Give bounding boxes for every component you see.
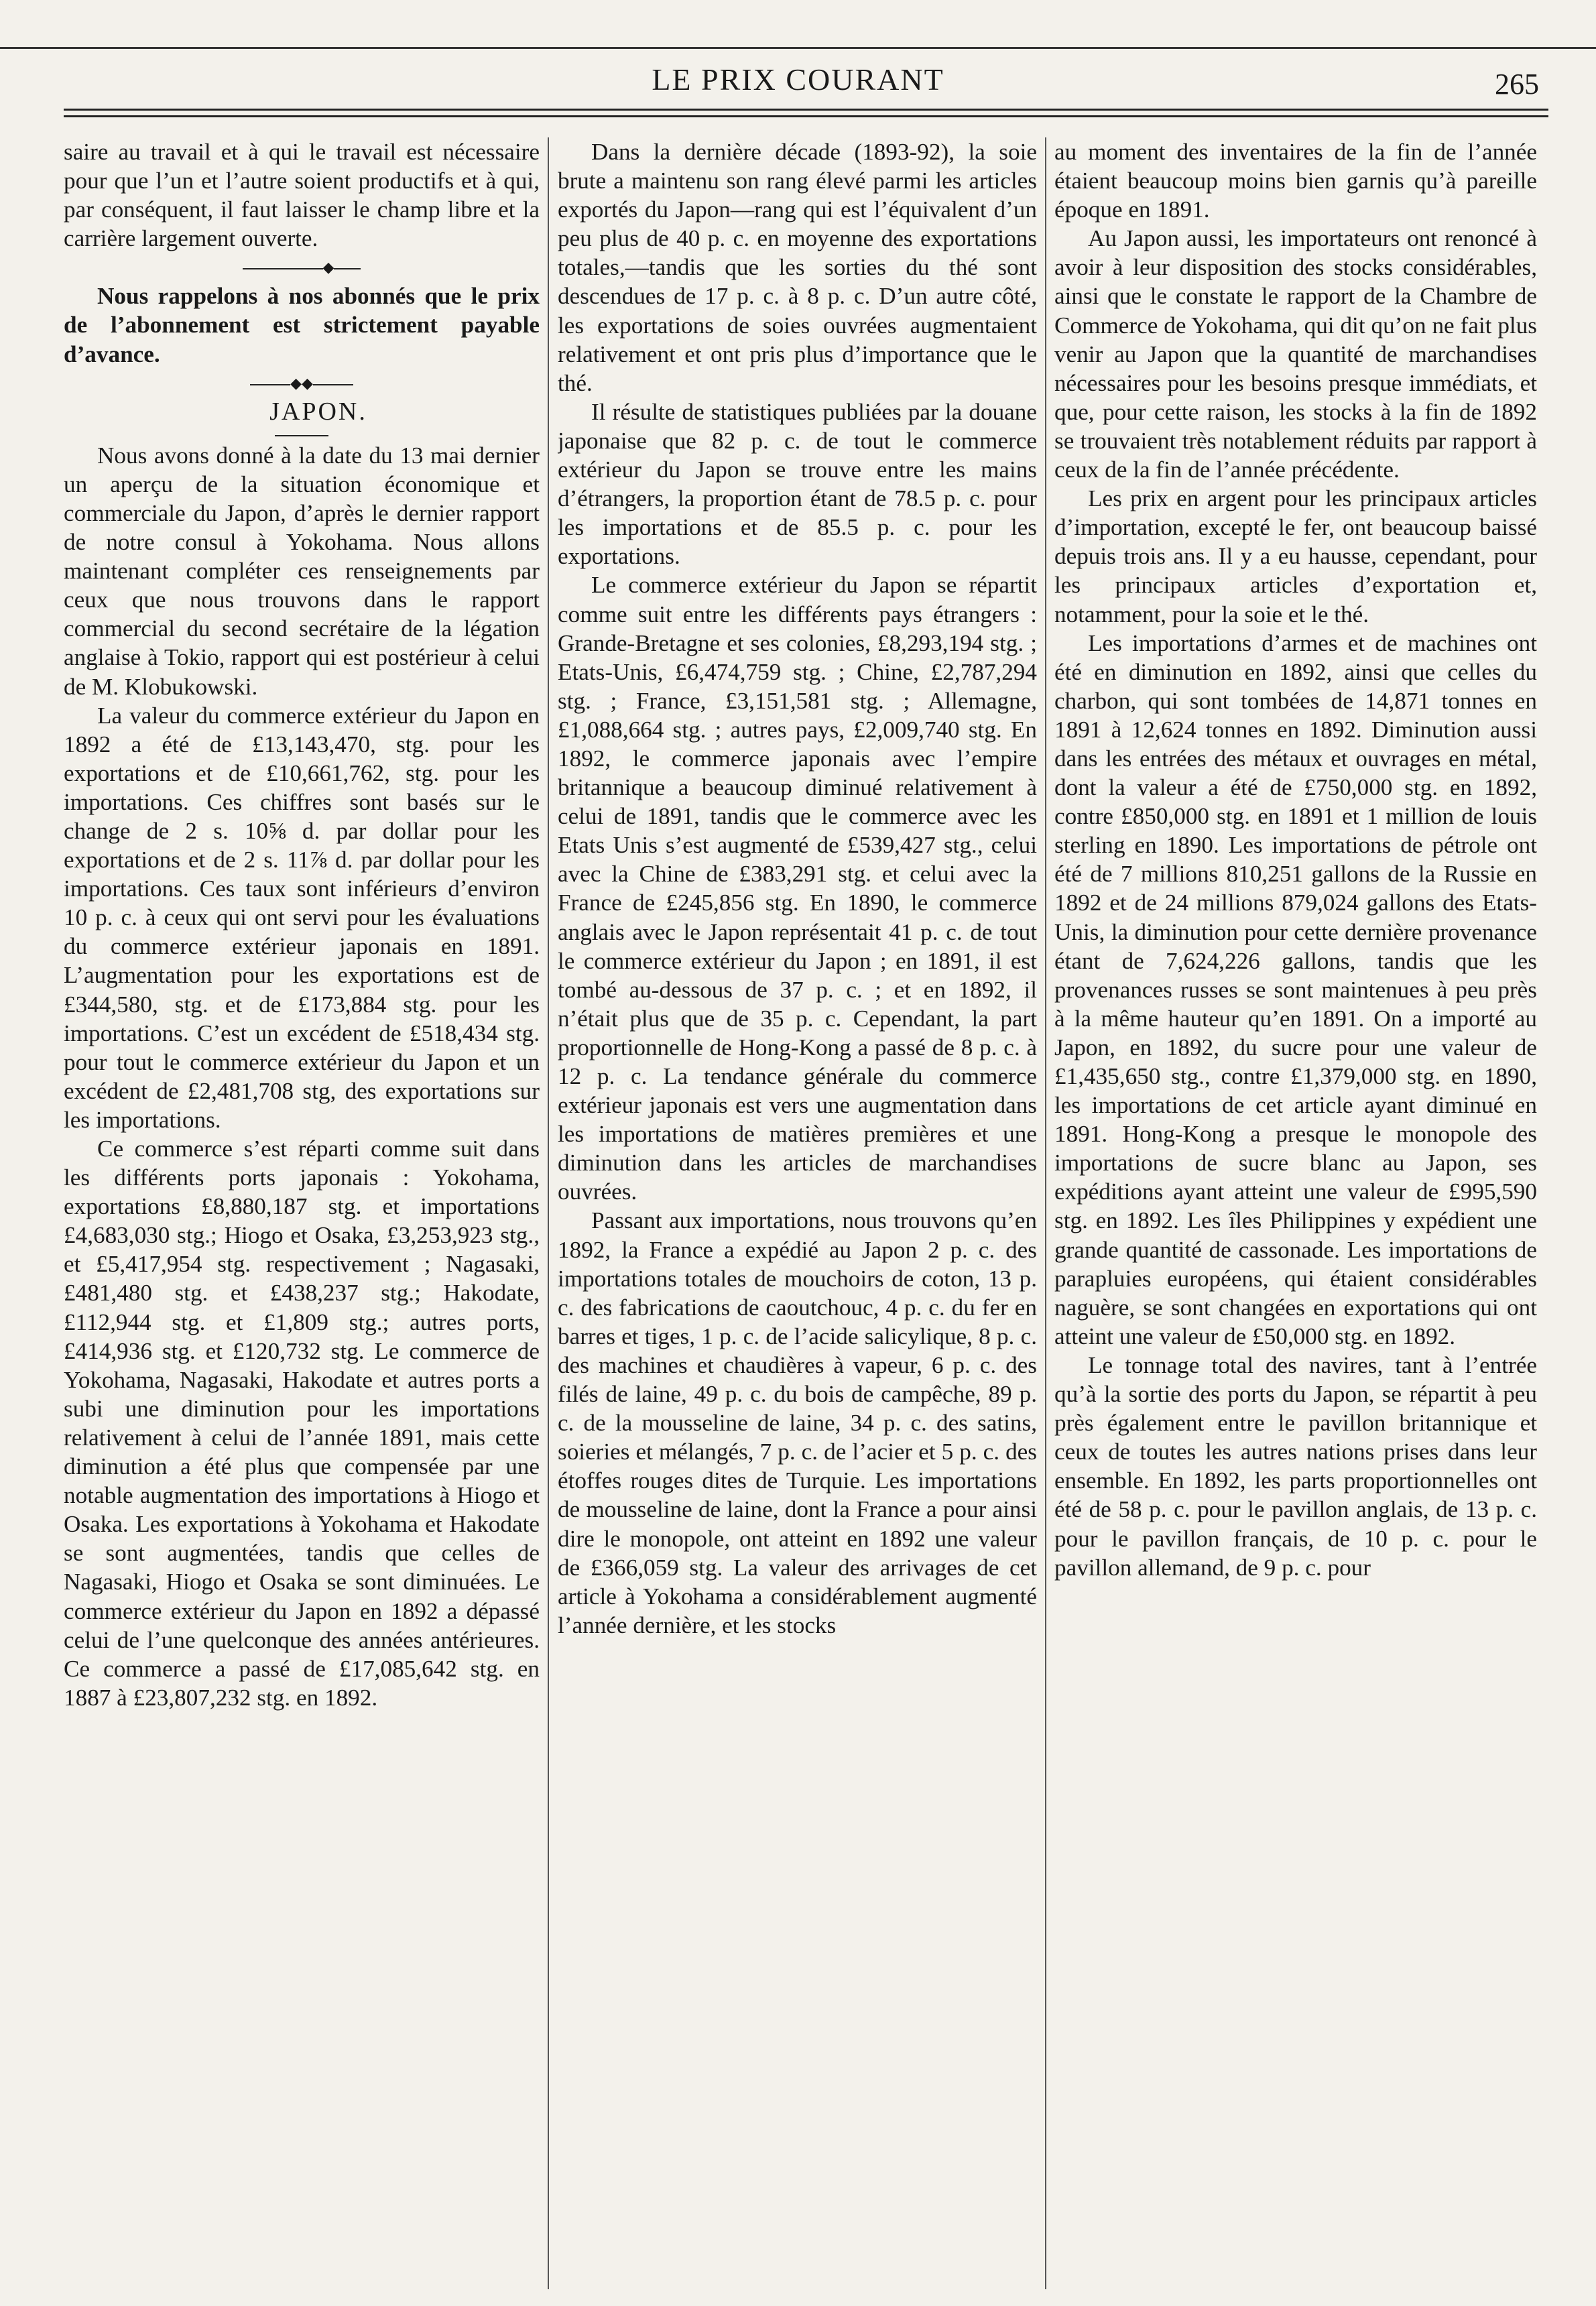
ornament-divider: ◆◆ — [64, 369, 540, 398]
column-right — [1054, 137, 1537, 2283]
paragraph: Le commerce extérieur du Japon se répartit comme suit entre les différents pays étrangers : Grande-Bretagne et ses colonies, £8,293,194 stg. ; Etats-Unis, £6,474,759 stg. ; Chine, £2,787,294 stg. ; France, £3,151,581 stg. ; Allemagne, £1,088,664 stg. ; autres pays, £2,009,740 stg. En 1892, le commerce japonais avec l’empire britannique a beaucoup diminué relativement à celui de 1891, tandis que le commerce avec les Etats Unis s’est augmenté de £539,427 stg., celui avec la Chine de £383,291 stg. et celui avec la France de £245,856 stg. En 1890, le commerce anglais avec le Japon représentait 41 p. c. de tout le commerce extérieur du Japon ; en 1891, il est tombé au-dessous de 37 p. c. ; et en 1892, il n’était plus que de 35 p. c. Cependant, la part proportionnelle de Hong-Kong a passé de 8 p. c. à 12 p. c. La tendance générale du commerce extérieur japonais est vers une augmentation dans les importations de matières premières et une diminution dans les articles de marchandises ouvrées. — [558, 572, 1037, 1205]
column-separator-left — [548, 137, 549, 2289]
header-rule-upper — [64, 109, 1548, 111]
column-middle — [558, 137, 1037, 2283]
paragraph-continuation: saire au travail et à qui le travail est nécessaire pour que l’un et l’autre soient productifs et à qui, par conséquent, il faut laisser le champ libre et la carrière largement ouverte. — [64, 139, 540, 252]
paragraph: Nous avons donné à la date du 13 mai dernier un aperçu de la situation économique et commerciale du Japon, d’après le dernier rapport de notre consul à Yokohama. Nous allons maintenant compléter ces renseignements par ceux que nous trouvons dans le rapport commercial du second secrétaire de la légation anglaise à Tokio, rapport qui est postérieur à celui de M. Klobukowski. — [64, 442, 540, 700]
paragraph: Il résulte de statistiques publiées par la douane japonaise que 82 p. c. de tout le commerce extérieur du Japon se trouve entre les mains d’étrangers, la proportion étant de 78.5 p. c. pour les importations et de 85.5 p. c. pour les exportations. — [558, 398, 1037, 570]
paragraph-continuation: au moment des inventaires de la fin de l’année étaient beaucoup moins bien garnis qu’à pareille époque en 1891. — [1054, 139, 1537, 223]
column-left — [64, 137, 540, 2283]
top-edge-rule — [0, 47, 1596, 49]
column-separator-right — [1045, 137, 1046, 2289]
ornament-divider: ◆ — [64, 253, 540, 282]
running-title: LE PRIX COURANT — [652, 62, 944, 97]
header-rule-lower — [64, 115, 1548, 117]
section-title: JAPON. — [269, 397, 367, 426]
paragraph: Les prix en argent pour les principaux articles d’importation, excepté le fer, ont beaucoup baissé depuis trois ans. Il y a eu hausse, cependant, pour les principaux articles d’exportation et, notamment, pour la soie et le thé. — [1054, 485, 1537, 627]
subscription-notice: Nous rappelons à nos abonnés que le prix de l’abonnement est strictement payable d’avance. — [64, 283, 540, 367]
title-underline — [64, 426, 540, 441]
paragraph: La valeur du commerce extérieur du Japon en 1892 a été de £13,143,470, stg. pour les exportations et de £10,661,762, stg. pour les importations. Ces chiffres sont basés sur le change de 2 s. 10⅝ d. par dollar pour les exportations et de 2 s. 11⅞ d. par dollar pour les importations. Ces taux sont inférieurs d’environ 10 p. c. à ceux qui ont servi pour les évaluations du commerce extérieur japonais en 1891. L’augmentation pour les exportations est de £344,580, stg. et de £173,884 stg. pour les importations. C’est un excédent de £518,434 stg. pour tout le commerce extérieur du Japon et un excédent de £2,481,708 stg, des exportations sur les importations. — [64, 702, 540, 1133]
paragraph: Le tonnage total des navires, tant à l’entrée qu’à la sortie des ports du Japon, se répartit à peu près également entre le pavillon britannique et ceux de toutes les autres nations prises dans leur ensemble. En 1892, les parts proportionnelles ont été de 58 p. c. pour le pavillon anglais, de 13 p. c. pour le pavillon français, de 10 p. c. pour le pavillon allemand, de 9 p. c. pour — [1054, 1351, 1537, 1581]
paragraph: Les importations d’armes et de machines ont été en diminution en 1892, ainsi que celles du charbon, qui sont tombées de 14,871 tonnes en 1891 à 12,624 tonnes en 1892. Diminution aussi dans les entrées des métaux et ouvrages en métal, dont la valeur a été de £750,000 stg. en 1892, contre £850,000 stg. en 1891 et 1 million de louis sterling en 1890. Les importations de pétrole ont été de 7 millions 810,251 gallons de la Russie en 1892 et de 24 millions 879,024 gallons des Etats-Unis, la diminution pour cette dernière provenance étant de 7,624,226 gallons, tandis que les provenances russes se sont maintenues à peu près à la même hauteur qu’en 1891. On a importé au Japon, en 1892, du sucre pour une valeur de £1,435,650 stg., contre £1,379,000 stg. en 1890, les importations de cet article ayant diminué en 1891. Hong-Kong a presque le monopole des importations de sucre blanc au Japon, ses expéditions ayant atteint une valeur de £995,590 stg. en 1892. Les îles Philippines y expédient une grande quantité de cassonade. Les importations de parapluies européens, qui étaient considérables naguère, se sont changées en exportations qui ont atteint une valeur de £50,000 stg. en 1892. — [1054, 629, 1537, 1349]
paragraph: Au Japon aussi, les importateurs ont renoncé à avoir à leur disposition des stocks considérables, ainsi que le constate le rapport de la Chambre de Commerce de Yokohama, qui dit qu’on ne fait plus venir au Japon que la quantité de marchandises nécessaires pour les besoins presque immédiats, et que, pour cette raison, les stocks à la fin de 1892 se trouvaient très notablement réduits par rapport à ceux de la fin de l’année précédente. — [1054, 225, 1537, 483]
page-number: 265 — [1495, 68, 1539, 101]
paragraph: Passant aux importations, nous trouvons qu’en 1892, la France a expédié au Japon 2 p. c. des importations totales de mouchoirs de coton, 13 p. c. des fabrications de caoutchouc, 4 p. c. du fer en barres et tiges, 1 p. c. de l’acide salicylique, 8 p. c. des machines et chaudières à vapeur, 6 p. c. des filés de laine, 49 p. c. du bois de campêche, 89 p. c. de la mousseline de laine, 34 p. c. des satins, soieries et mélangés, 7 p. c. de l’acier et 5 p. c. des étoffes rouges dites de Turquie. Les importations de mousseline de laine, dont la France a pour ainsi dire le monopole, ont atteint en 1892 une valeur de £366,059 stg. La valeur des arrivages de cet article à Yokohama a considérablement augmenté l’année dernière, et les stocks — [558, 1207, 1037, 1638]
paragraph: Dans la dernière décade (1893-92), la soie brute a maintenu son rang élevé parmi les articles exportés du Japon—rang qui est l’équivalent d’un peu plus de 40 p. c. en moyenne des exportations totales,—tandis que les sorties du thé sont descendues de 17 p. c. à 8 p. c. D’un autre côté, les exportations de soies ouvrées augmentaient relativement et ont pris plus d’importance que le thé. — [558, 139, 1037, 396]
paragraph: Ce commerce s’est réparti comme suit dans les différents ports japonais : Yokohama, exportations £8,880,187 stg. et importations £4,683,030 stg.; Hiogo et Osaka, £3,253,923 stg., et £5,417,954 stg. respectivement ; Nagasaki, £481,480 stg. et £438,237 stg.; Hakodate, £112,944 stg. et £1,809 stg.; autres ports, £414,936 stg. et £120,732 stg. Le commerce de Yokohama, Nagasaki, Hakodate et autres ports a subi une diminution pour les importations relativement à celui de l’année 1891, mais cette diminution a été plus que compensée par une notable augmentation des importations à Hiogo et Osaka. Les exportations à Yokohama et Hakodate se sont augmentées, tandis que celles de Nagasaki, Hiogo et Osaka se sont diminuées. Le commerce extérieur du Japon en 1892 a dépassé celui de l’une quelconque des années antérieures. Ce commerce a passé de £17,085,642 stg. en 1887 à £23,807,232 stg. en 1892. — [64, 1136, 540, 1711]
